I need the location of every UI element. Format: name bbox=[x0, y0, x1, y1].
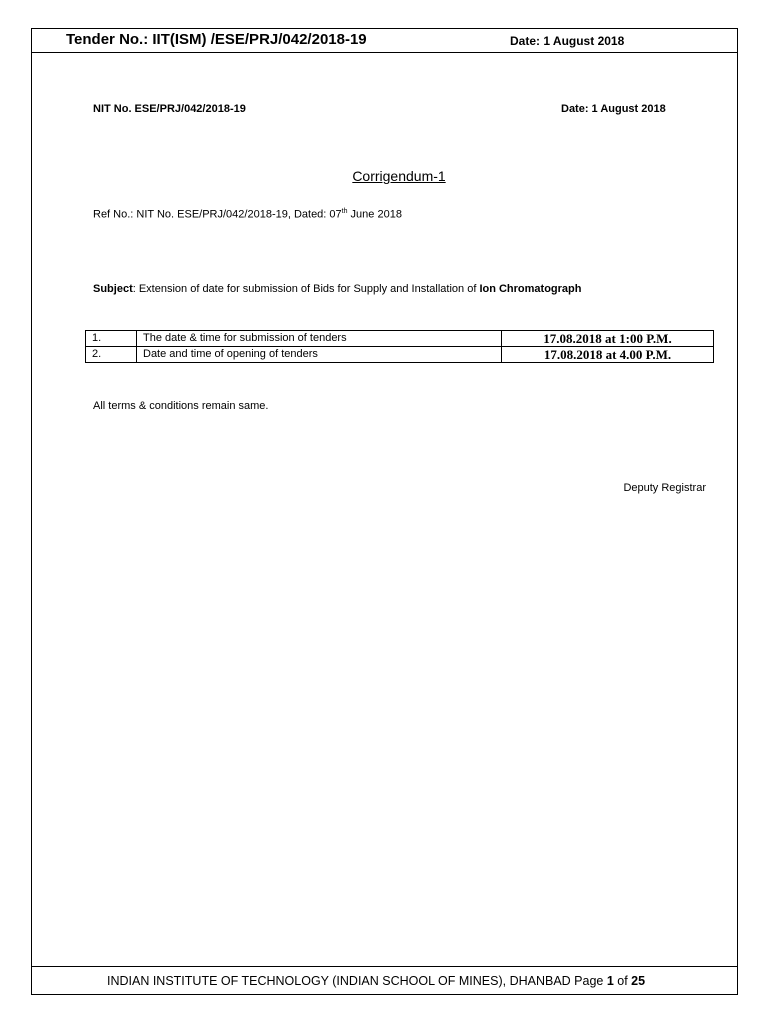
page-of: of bbox=[613, 974, 632, 988]
signatory: Deputy Registrar bbox=[623, 482, 706, 494]
reference-line bbox=[93, 208, 402, 221]
header-date: Date: 1 August 2018 bbox=[510, 34, 625, 48]
footer-institute: INDIAN INSTITUTE OF TECHNOLOGY (INDIAN SCHOOL OF MINES), DHANBAD Page bbox=[107, 974, 607, 988]
table-row bbox=[86, 347, 714, 363]
subject-label: Subject bbox=[93, 283, 133, 295]
schedule-table bbox=[85, 330, 714, 363]
row-number: 1. bbox=[86, 331, 137, 347]
subject-text: : Extension of date for submission of Bids for Supply and Installation of bbox=[132, 283, 480, 295]
row-number: 2. bbox=[86, 347, 137, 363]
row-value: 17.08.2018 at 1:00 P.M. bbox=[502, 331, 714, 347]
reference-superscript: th bbox=[341, 208, 348, 215]
reference-prefix: Ref No.: NIT No. ESE/PRJ/042/2018-19, Dated: 07 bbox=[93, 208, 342, 221]
table-row bbox=[86, 331, 714, 347]
document-title: Corrigendum-1 bbox=[352, 168, 446, 184]
nit-number: NIT No. ESE/PRJ/042/2018-19 bbox=[93, 103, 246, 115]
reference-suffix: June 2018 bbox=[347, 208, 402, 221]
header-divider bbox=[31, 52, 738, 53]
nit-date: Date: 1 August 2018 bbox=[561, 103, 666, 115]
header-tender-number: Tender No.: IIT(ISM) /ESE/PRJ/042/2018-19 bbox=[66, 31, 367, 48]
footer-text bbox=[107, 974, 645, 988]
subject-line bbox=[93, 283, 582, 295]
footer-divider bbox=[31, 966, 738, 967]
row-description: The date & time for submission of tenders bbox=[137, 331, 502, 347]
row-value: 17.08.2018 at 4.00 P.M. bbox=[502, 347, 714, 363]
page-total: 25 bbox=[631, 974, 646, 988]
row-description: Date and time of opening of tenders bbox=[137, 347, 502, 363]
subject-item: Ion Chromatograph bbox=[479, 283, 582, 295]
page-current: 1 bbox=[606, 974, 614, 988]
terms-statement: All terms & conditions remain same. bbox=[93, 400, 269, 412]
